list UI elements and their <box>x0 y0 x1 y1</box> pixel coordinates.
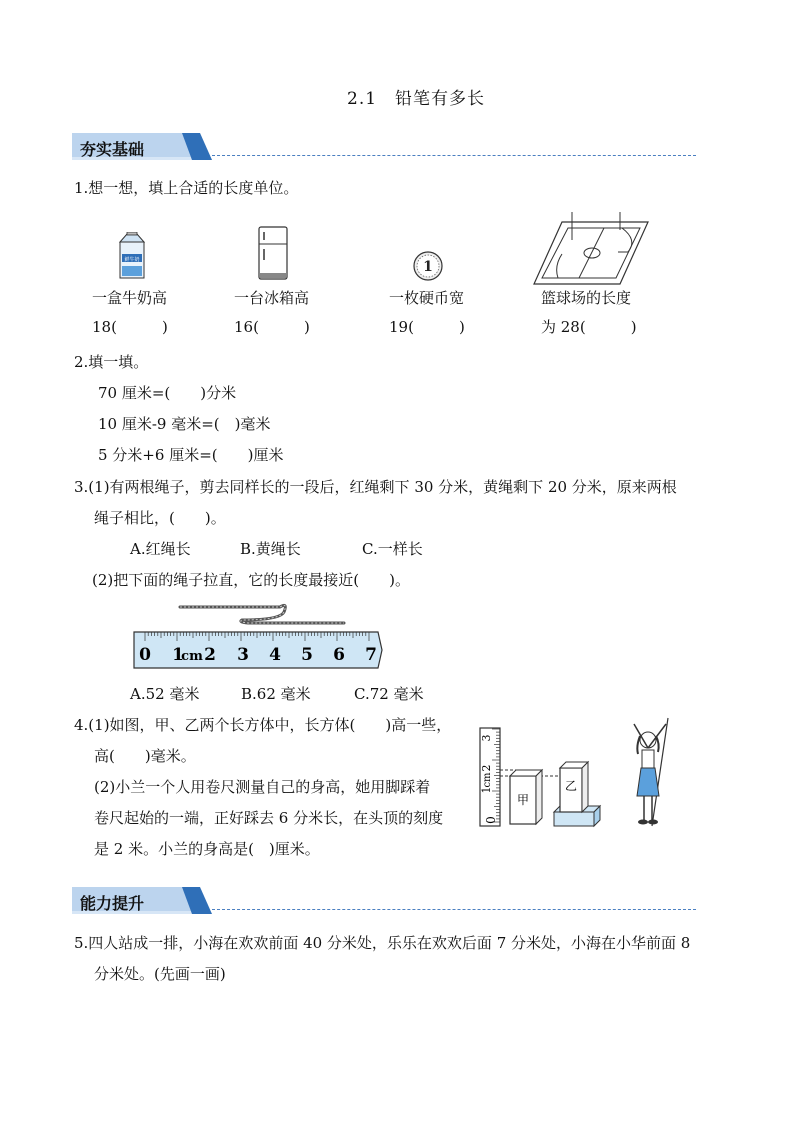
q3-option2-a: A.52 毫米 <box>130 685 200 703</box>
ruler-label-2: 2 <box>204 645 216 665</box>
q3-option2-b: B.62 毫米 <box>241 685 311 703</box>
section-banner-advanced <box>72 887 212 914</box>
vruler-label-1: 1 <box>480 786 493 794</box>
milk-label-text: 鲜牛奶 <box>124 257 140 263</box>
section-title-advanced: 能力提升 <box>80 894 145 913</box>
q1-answer-coin: 19( ) <box>389 318 465 336</box>
q4-line5: 是 2 米。小兰的身高是( )厘米。 <box>94 840 320 858</box>
box-label-jia: 甲 <box>516 793 530 807</box>
q1-caption-fridge: 一台冰箱高 <box>234 289 310 307</box>
q3-option-a: A.红绳长 <box>130 540 191 558</box>
q4-line1: 4.(1)如图，甲、乙两个长方体中，长方体( )高一些， <box>74 716 452 734</box>
q1-answer-fridge: 16( ) <box>234 318 310 336</box>
q3-option-b: B.黄绳长 <box>240 540 301 558</box>
base-block <box>554 812 594 826</box>
vruler-label-2: 2 <box>480 764 493 772</box>
vruler-label-cm: cm <box>482 772 493 788</box>
section-divider <box>212 155 696 156</box>
q2-line-3: 5 分米+6 厘米=( )厘米 <box>98 446 284 464</box>
rope-icon <box>180 605 344 623</box>
ruler-label-cm: cm <box>181 649 203 664</box>
box-label-yi: 乙 <box>564 779 578 793</box>
vruler-label-0: 0 <box>484 816 498 824</box>
ruler-label-5: 5 <box>301 645 313 665</box>
q1-prompt: 1.想一想，填上合适的长度单位。 <box>74 179 299 197</box>
q1-caption-coin: 一枚硬币宽 <box>389 289 465 307</box>
q4-line3: (2)小兰一个人用卷尺测量自己的身高，她用脚踩着 <box>94 778 431 796</box>
ruler-label-4: 4 <box>269 645 281 665</box>
q1-answer-court: 为 28( ) <box>541 318 637 336</box>
q1-caption-milk: 一盒牛奶高 <box>92 289 168 307</box>
coin-numeral: 1 <box>423 259 433 275</box>
q2-line-1: 70 厘米=( )分米 <box>98 384 237 402</box>
q3-part2: (2)把下面的绳子拉直，它的长度最接近( )。 <box>92 571 410 589</box>
basketball-court-icon <box>532 210 650 286</box>
ruler-label-3: 3 <box>237 645 249 665</box>
page-title: 2.1 铅笔有多长 <box>347 89 486 109</box>
q4-line2: 高( )毫米。 <box>94 747 196 765</box>
q5-line2: 分米处。(先画一画) <box>94 965 226 983</box>
q5-line1: 5.四人站成一排，小海在欢欢前面 40 分米处，乐乐在欢欢后面 7 分米处，小海在小华前面 8 <box>74 934 691 952</box>
refrigerator-icon <box>256 226 290 280</box>
ruler-label-0: 0 <box>139 645 151 665</box>
boxes-ruler-figure <box>474 724 604 830</box>
q3-option2-c: C.72 毫米 <box>354 685 424 703</box>
coin-icon <box>412 250 444 282</box>
section-divider <box>212 909 696 910</box>
q3-part1-line1: 3.(1)有两根绳子，剪去同样长的一段后，红绳剩下 30 分米，黄绳剩下 20 分米，原来两根 <box>74 478 677 496</box>
milk-carton-icon <box>115 232 149 280</box>
rope-ruler-figure <box>130 598 384 670</box>
q1-caption-court: 篮球场的长度 <box>541 289 632 307</box>
ruler-label-1: 1 <box>172 645 184 665</box>
ruler-label-7: 7 <box>365 645 377 665</box>
q1-answer-milk: 18( ) <box>92 318 168 336</box>
vruler-label-3: 3 <box>480 734 493 742</box>
q3-option-c: C.一样长 <box>362 540 423 558</box>
q2-line-2: 10 厘米-9 毫米=( )毫米 <box>98 415 271 433</box>
girl-measuring-icon <box>626 716 680 830</box>
section-title-basic: 夯实基础 <box>80 140 145 159</box>
ruler-label-6: 6 <box>333 645 345 665</box>
q3-part1-line2: 绳子相比，( )。 <box>94 509 226 527</box>
q2-prompt: 2.填一填。 <box>74 353 149 371</box>
q4-line4: 卷尺起始的一端，正好踩去 6 分米长，在头顶的刻度 <box>94 809 444 827</box>
section-banner-basic <box>72 133 212 160</box>
